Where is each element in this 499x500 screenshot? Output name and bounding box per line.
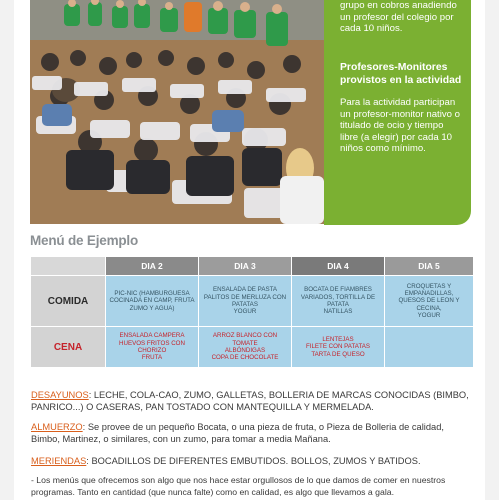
- brochure-page: [14, 0, 485, 500]
- menu-cell-line: ENSALADA CAMPERA: [119, 332, 185, 340]
- paragraph-desayunos: [31, 389, 471, 414]
- menu-cell-line: ZUMO Y AGUA): [129, 304, 175, 312]
- paragraph-almuerzo: [31, 421, 471, 446]
- menu-title: Menú de Ejemplo: [30, 233, 139, 248]
- menu-cell-line: QUESOS DE LEON Y: [398, 297, 460, 305]
- day-header: DIA 2: [106, 257, 198, 275]
- menu-cell-line: HUEVOS FRITOS CON: [119, 339, 185, 347]
- text-desayunos: : LECHE, COLA-CAO, ZUMO, GALLETAS, BOLLERIA DE MARCAS CONOCIDAS (BIMBO, PANRICO...) O CASERAS, PAN TOSTADO CON MANTEQUILLA Y MERMELADA.: [31, 390, 469, 413]
- group-photo: [30, 0, 324, 224]
- menu-cell-line: VARIADOS, TORTILLA DE: [300, 293, 376, 301]
- menu-row-comida: [31, 276, 473, 326]
- menu-cell: [385, 276, 473, 326]
- menu-cell-line: CHORIZO: [137, 347, 167, 354]
- menu-cell-line: COPA DE CHOCOLATE: [211, 354, 279, 362]
- menu-cell: [385, 327, 473, 367]
- menu-cell-line: PATATA: [327, 301, 349, 308]
- menu-cell-line: NATILLAS: [323, 308, 353, 316]
- paragraph-meriendas: [31, 455, 471, 467]
- keyword-meriendas: MERIENDAS: [31, 456, 87, 466]
- menu-cell-line: FRUTA: [141, 354, 163, 362]
- menu-cell-line: CROQUETAS Y: [406, 282, 452, 290]
- menu-cell: [292, 327, 384, 367]
- menu-cell-line: FILETE CON PATATAS: [305, 343, 371, 351]
- menu-cell-line: TOMATE: [232, 339, 258, 347]
- menu-cell-line: ARROZ BLANCO CON: [212, 332, 278, 340]
- row-label-comida: COMIDA: [31, 276, 105, 326]
- menu-cell-line: YOGUR: [233, 308, 257, 316]
- menu-cell-line: LENTEJAS: [322, 336, 354, 344]
- text-almuerzo: : Se provee de un pequeño Bocata, o una pieza de fruta, o Pieza de Bolleria de calidad, Bimbo, Martinez, o similares, con un zumo, para tomar a media Mañana.: [31, 422, 444, 445]
- info-panel-heading: Profesores-Monitores provistos en la actividad: [340, 62, 462, 86]
- menu-cell-line: COCINADA EN CAMP, FRUTA: [109, 297, 195, 305]
- menu-cell: [292, 276, 384, 326]
- menu-cell-line: PIC-NIC (HAMBURGUESA: [114, 290, 190, 298]
- menu-header-empty: [31, 257, 105, 275]
- info-panel-body: Para la actividad participan un profesor-monitor nativo o titulado de ocio y tiempo libre (a elegir) por cada 10 niños como mínimo.: [340, 97, 460, 154]
- menu-cell: [106, 276, 198, 326]
- menu-cell-line: PALITOS DE MERLUZA CON: [203, 293, 287, 301]
- text-meriendas: : BOCADILLOS DE DIFERENTES EMBUTIDOS. BOLLOS, ZUMOS Y BATIDOS.: [86, 456, 421, 466]
- menu-cell-line: YOGUR: [417, 311, 441, 319]
- menu-header-row: [31, 257, 473, 275]
- menu-cell: [199, 327, 291, 367]
- menu-row-cena: [31, 327, 473, 367]
- menu-cell-line: ALBÓNDIGAS: [224, 347, 266, 354]
- menu-cell-line: PATATAS: [232, 301, 258, 308]
- menu-cell: [106, 327, 198, 367]
- menu-cell-line: ENSALADA DE PASTA: [212, 286, 278, 294]
- day-header: DIA 4: [292, 257, 384, 275]
- day-header: DIA 5: [385, 257, 473, 275]
- menu-cell: [199, 276, 291, 326]
- day-header: DIA 3: [199, 257, 291, 275]
- keyword-desayunos: DESAYUNOS: [31, 390, 89, 400]
- menu-cell-line: TARTA DE QUESO: [311, 350, 365, 358]
- info-panel-top-text: grupo en cobros anadiendo un profesor del colegio por cada 10 niños.: [340, 0, 457, 34]
- menu-cell-line: BOCATA DE FIAMBRES: [304, 286, 372, 294]
- row-label-cena: CENA: [31, 327, 105, 367]
- menu-table: [30, 256, 474, 368]
- keyword-almuerzo: ALMUERZO: [31, 422, 83, 432]
- menu-cell-line: EMPANADILLAS,: [404, 290, 454, 298]
- footer-note: - Los menús que ofrecemos son algo que nos hace estar orgullosos de lo que damos de comer en nuestros programas. Tanto en cantidad (que nunca falte) como en calidad, es algo que llevamos a gala.: [31, 475, 446, 497]
- menu-cell-line: CECINA,: [416, 304, 442, 312]
- info-panel: [324, 0, 471, 225]
